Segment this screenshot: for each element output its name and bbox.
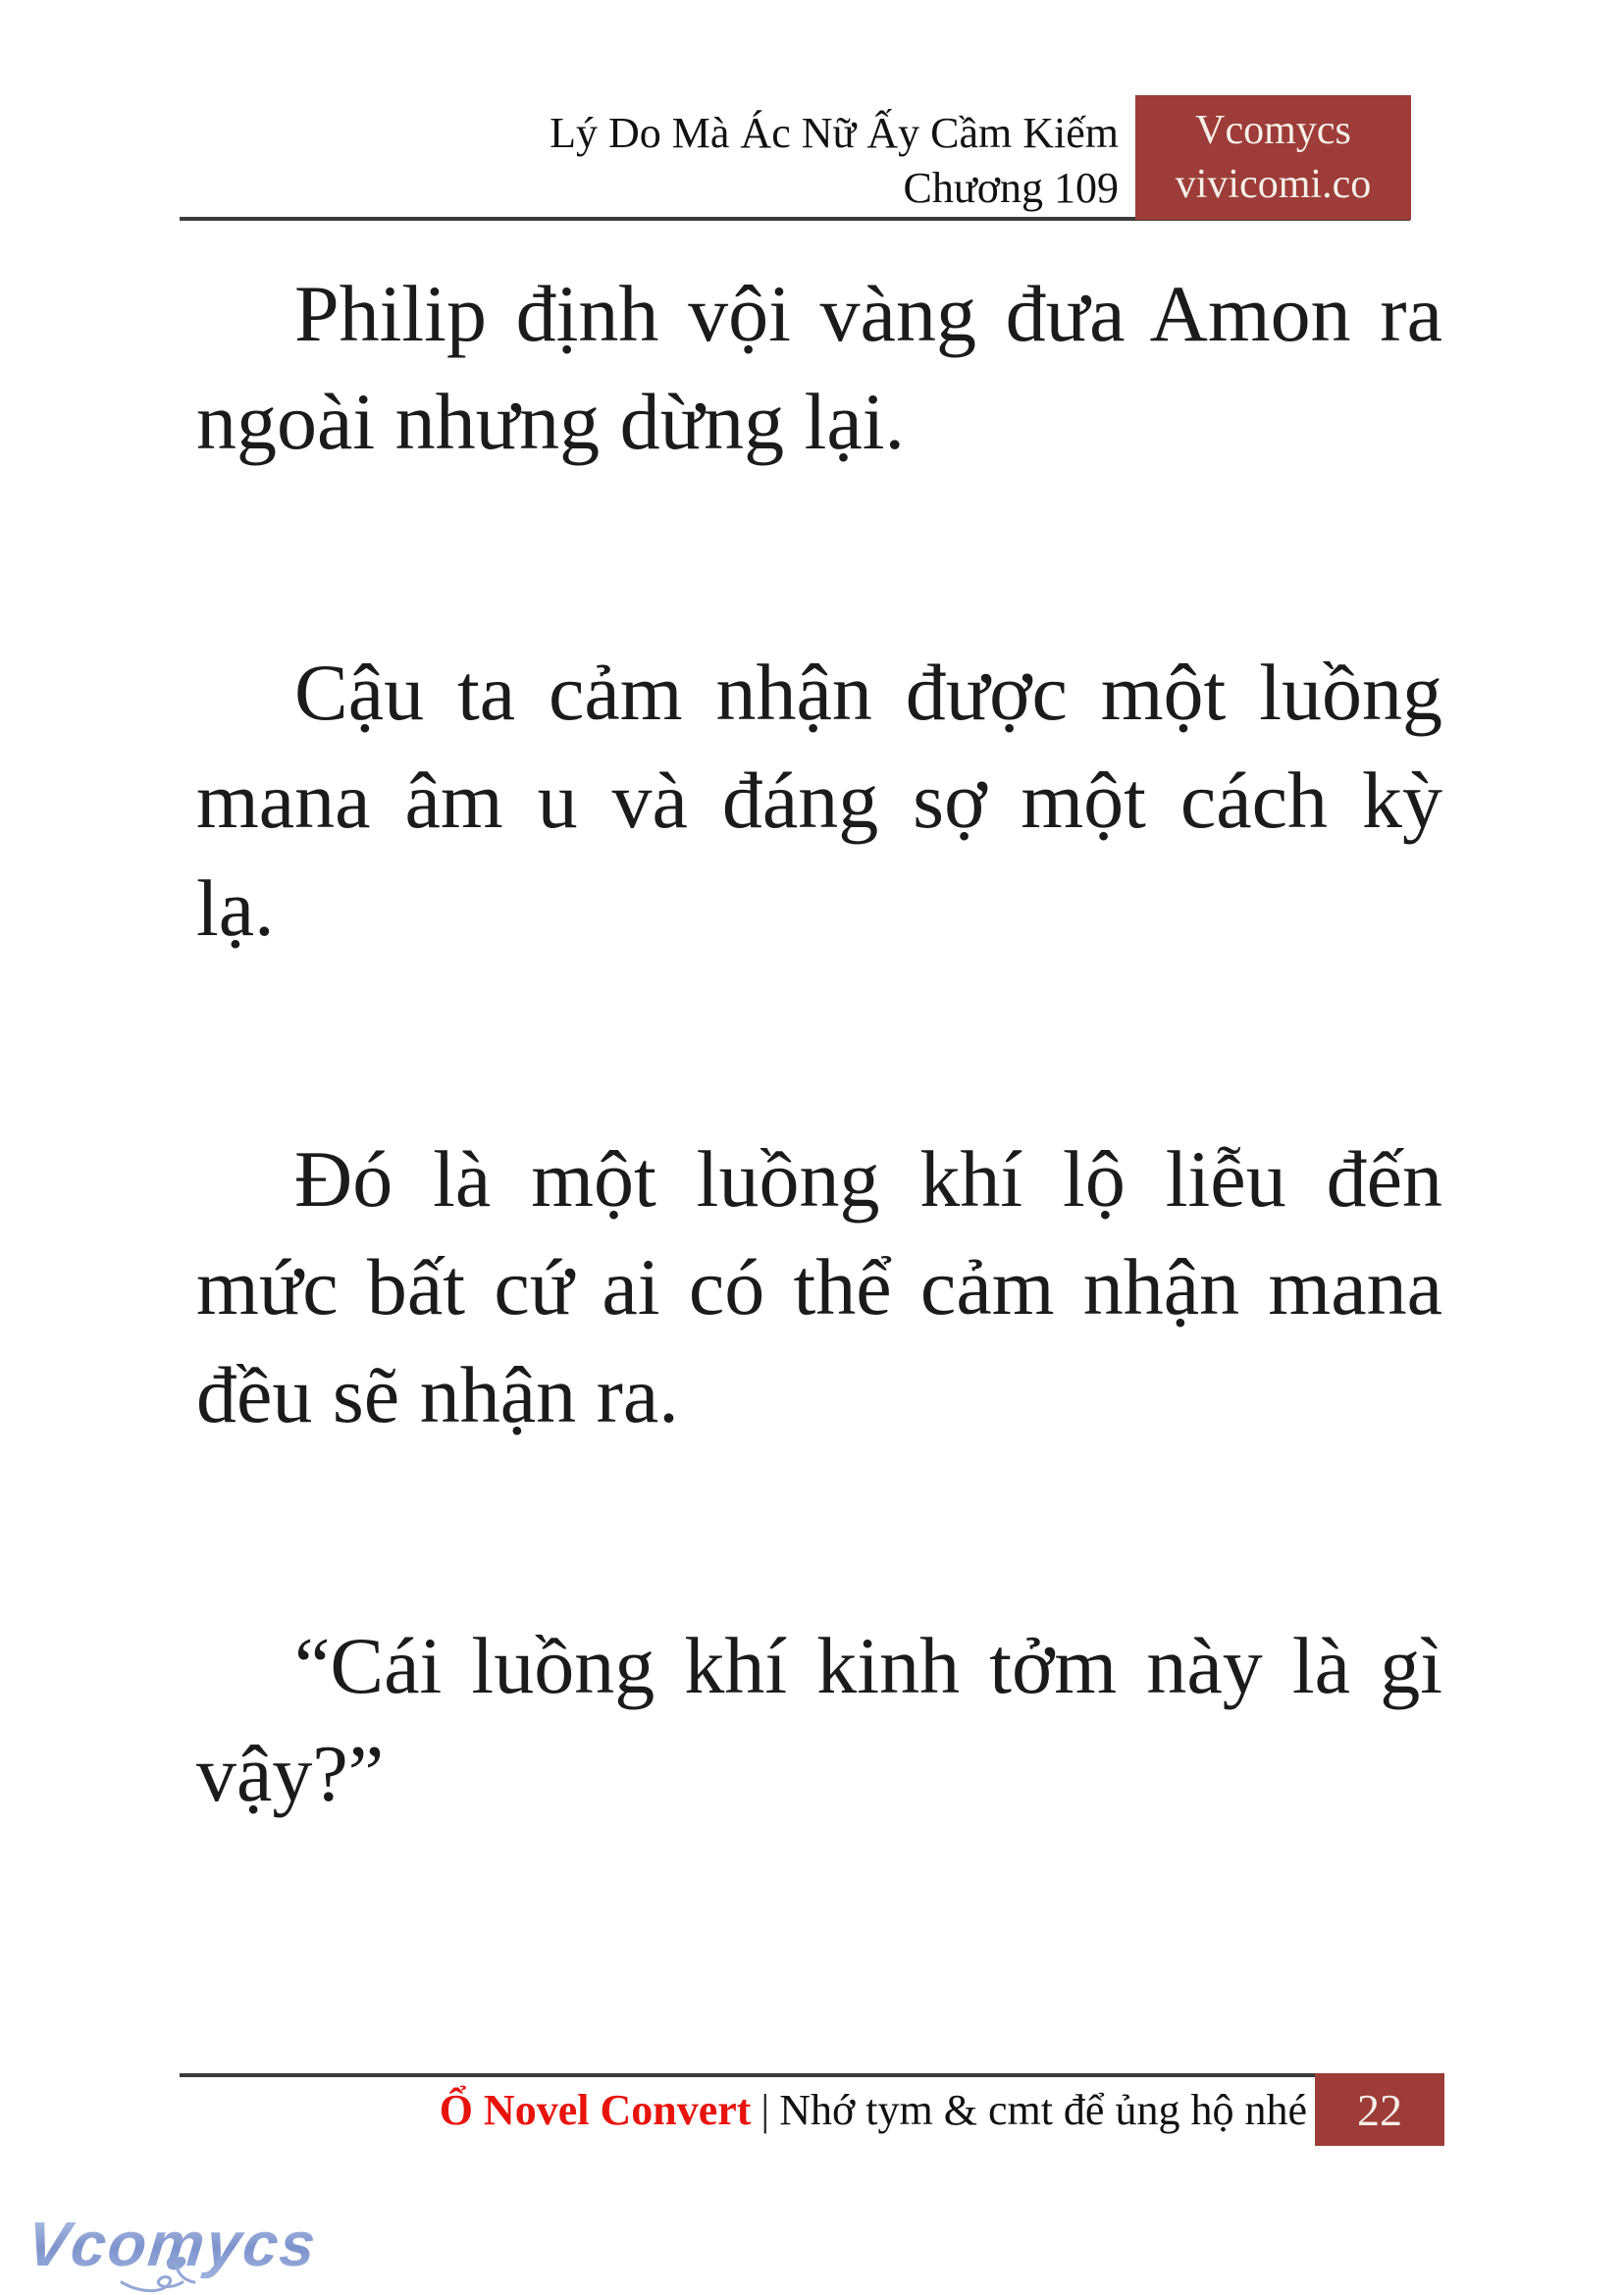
text-line: Philip định vội vàng đưa Amon ra (294, 269, 1442, 358)
paragraph-4 (196, 1612, 1442, 1828)
text-line: “Cái luồng khí kinh tởm này là gì (294, 1621, 1442, 1710)
paragraph-2 (196, 639, 1442, 963)
page-footer (440, 2082, 1307, 2139)
text-line: Cậu ta cảm nhận được một luồng (294, 648, 1442, 737)
page-number: 22 (1357, 2084, 1402, 2135)
text-line: mana âm u và đáng sợ một cách kỳ (196, 756, 1442, 845)
page-header (550, 106, 1119, 216)
footer-separator: | (760, 2086, 770, 2134)
footer-brand: Ổ Novel Convert (439, 2086, 752, 2134)
text-line: đều sẽ nhận ra. (196, 1350, 679, 1439)
brand-site: vivicomi.co (1175, 161, 1372, 207)
text-line: vậy?” (196, 1729, 385, 1818)
text-line: lạ. (196, 863, 275, 953)
page-title: Lý Do Mà Ác Nữ Ấy Cầm Kiếm (550, 109, 1119, 157)
page-number-badge (1315, 2073, 1444, 2146)
footer-note: Nhớ tym & cmt để ủng hộ nhé (779, 2086, 1307, 2134)
footer-divider (180, 2073, 1315, 2077)
brand-box (1135, 95, 1411, 220)
text-line: mức bất cứ ai có thể cảm nhận mana (196, 1242, 1442, 1331)
text-line: Đó là một luồng khí lộ liễu đến (294, 1134, 1442, 1224)
brand-name: Vcomycs (1195, 107, 1351, 153)
body-text (196, 260, 1442, 1828)
chapter-label: Chương 109 (903, 164, 1119, 212)
paragraph-1 (196, 260, 1442, 476)
text-line: ngoài nhưng dừng lại. (196, 377, 906, 466)
paragraph-3 (196, 1125, 1442, 1449)
vcomycs-watermark-logo: Vcomycs (24, 2209, 321, 2279)
